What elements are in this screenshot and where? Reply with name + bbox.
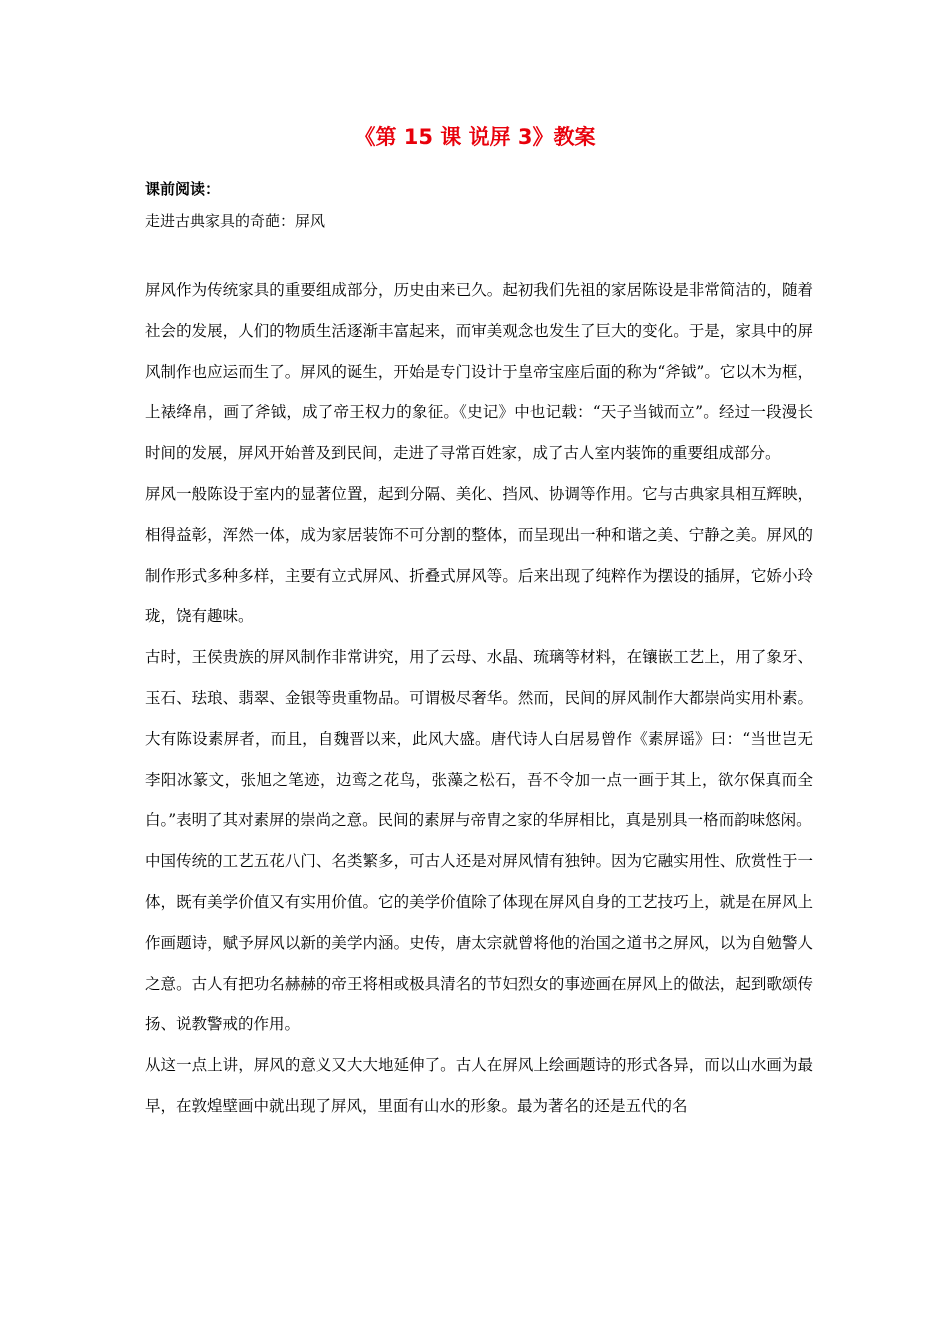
document-title: 《第 15 课 说屏 3》教案 — [354, 125, 596, 149]
section-heading: 课前阅读： — [145, 180, 221, 198]
paragraph-4: 中国传统的工艺五花八门、名类繁多，可古人还是对屏风情有独钟。因为它融实用性、欣赏性于一体，既有美学价值又有实用价值。它的美学价值除了体现在屏风自身的工艺技巧上，就是在屏风上作画题诗，赋予屏风以新的美学内涵。史传，唐太宗就曾将他的治国之道书之屏风，以为自勉警人之意。古人有把功名赫赫的帝王将相或极具清名的节妇烈女的事迹画在屏风上的做法，起到歌颂传扬、说教警戒的作用。 — [145, 852, 813, 1034]
paragraph-3: 古时，王侯贵族的屏风制作非常讲究，用了云母、水晶、琉璃等材料，在镶嵌工艺上，用了象牙、玉石、珐琅、翡翠、金银等贵重物品。可谓极尽奢华。然而，民间的屏风制作大都崇尚实用朴素。大有陈设素屏者，而且，自魏晋以来，此风大盛。唐代诗人白居易曾作《素屏谣》曰：“当世岂无李阳冰篆文，张旭之笔迹，边鸾之花鸟，张藻之松石，吾不令加一点一画于其上，欲尔保真而全白。”表明了其对素屏的崇尚之意。民间的素屏与帝胄之家的华屏相比，真是别具一格而韵味悠闲。 — [145, 648, 813, 830]
article-subtitle: 走进古典家具的奇葩：屏风 — [145, 212, 326, 230]
paragraph-5: 从这一点上讲，屏风的意义又大大地延伸了。古人在屏风上绘画题诗的形式各异，而以山水画为最早，在敦煌壁画中就出现了屏风，里面有山水的形象。最为著名的还是五代的名 — [145, 1056, 813, 1115]
document-body — [145, 178, 813, 1127]
paragraph-2: 屏风一般陈设于室内的显著位置，起到分隔、美化、挡风、协调等作用。它与古典家具相互辉映，相得益彰，浑然一体，成为家居装饰不可分割的整体，而呈现出一种和谐之美、宁静之美。屏风的制作形式多种多样，主要有立式屏风、折叠式屏风等。后来出现了纯粹作为摆设的插屏，它娇小玲珑，饶有趣味。 — [145, 484, 813, 626]
paragraph-1: 屏风作为传统家具的重要组成部分，历史由来已久。起初我们先祖的家居陈设是非常简洁的，随着社会的发展，人们的物质生活逐渐丰富起来，而审美观念也发生了巨大的变化。于是，家具中的屏风制作也应运而生了。屏风的诞生，开始是专门设计于皇帝宝座后面的称为“斧钺”。它以木为框，上裱绛帛，画了斧钺，成了帝王权力的象征。《史记》中也记载：“天子当钺而立”。经过一段漫长时间的发展，屏风开始普及到民间，走进了寻常百姓家，成了古人室内装饰的重要组成部分。 — [145, 281, 813, 463]
